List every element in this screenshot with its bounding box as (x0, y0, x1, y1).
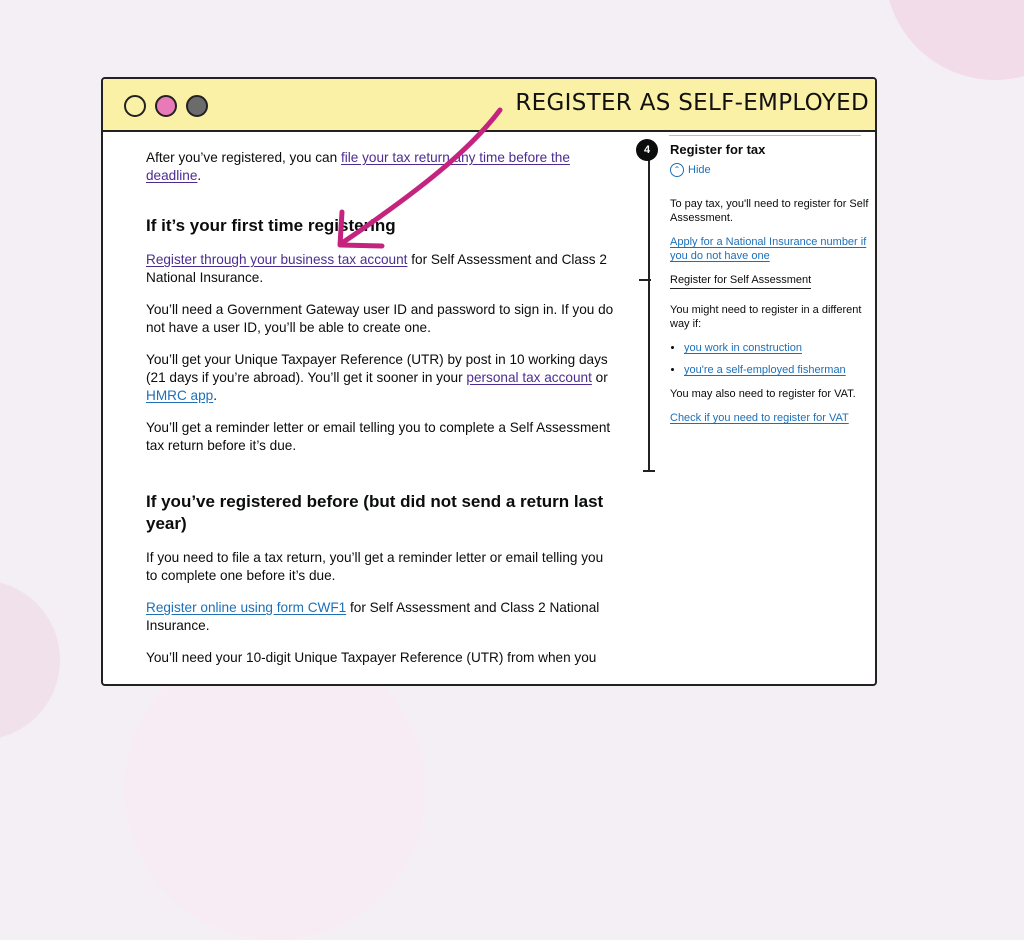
step-text: You might need to register in a different way if: (670, 304, 862, 330)
banner-title: REGISTER AS SELF-EMPLOYED (515, 90, 869, 116)
paragraph: If you need to file a tax return, you’ll get a reminder letter or email telling you to complete one before it’s due. (146, 550, 604, 583)
paragraph: After you’ve registered, you can file your tax return any time before the deadline. (146, 150, 570, 183)
form-cwf1-link[interactable]: Register online using form CWF1 (146, 600, 347, 615)
hide-label: Hide (688, 164, 711, 176)
chevron-up-icon: ⌃ (670, 163, 684, 177)
step-content (670, 143, 870, 435)
personal-tax-account-link[interactable]: personal tax account (466, 370, 592, 385)
business-tax-account-link[interactable]: Register through your business tax account (146, 252, 408, 267)
list-item (684, 363, 870, 377)
current-step-label: Register for Self Assessment (670, 273, 811, 289)
heading-registered-before: If you’ve registered before (but did not send a return last year) (146, 492, 604, 533)
paragraph: Register through your business tax account for Self Assessment and Class 2 National Insurance. (146, 252, 607, 285)
vat-link[interactable]: Check if you need to register for VAT (670, 412, 849, 424)
hmrc-app-link[interactable]: HMRC app (146, 388, 214, 403)
step-number-badge: 4 (636, 139, 658, 161)
background-blob (0, 580, 60, 740)
window-dot-pink (155, 95, 177, 117)
background-blob (885, 0, 1024, 80)
step-item-current (670, 273, 870, 289)
main-content (146, 149, 616, 681)
heading-first-time: If it’s your first time registering (146, 216, 396, 235)
browser-window (101, 77, 877, 686)
paragraph: You’ll get a reminder letter or email telling you to complete a Self Assessment tax return before it’s due. (146, 420, 611, 453)
window-dot-yellow (124, 95, 146, 117)
window-dot-grey (186, 95, 208, 117)
national-insurance-link[interactable]: Apply for a National Insurance number if you do not have one (670, 236, 867, 262)
step-item (670, 411, 870, 425)
step-item (670, 235, 870, 263)
divider (669, 135, 861, 136)
paragraph: You’ll need a Government Gateway user ID and password to sign in. If you do not have a user ID, you’ll be able to create one. (146, 302, 614, 335)
file-tax-return-link[interactable]: file your tax return any time before the deadline (146, 150, 570, 183)
paragraph: You’ll get your Unique Taxpayer Reference (UTR) by post in 10 working days (21 days if you’re abroad). You’ll get it sooner in your personal tax account or HMRC app. (146, 352, 608, 403)
list-item (684, 341, 870, 355)
step-title: Register for tax (670, 142, 766, 157)
step-line-end (643, 470, 655, 472)
step-line (648, 151, 650, 471)
fisherman-link[interactable]: you're a self-employed fisherman (684, 364, 846, 376)
alternative-list (670, 341, 870, 377)
paragraph: You’ll need your 10-digit Unique Taxpayer Reference (UTR) from when you (146, 650, 597, 665)
step-text: To pay tax, you'll need to register for Self Assessment. (670, 198, 869, 224)
construction-link[interactable]: you work in construction (684, 342, 802, 354)
paragraph: Register online using form CWF1 for Self Assessment and Class 2 National Insurance. (146, 600, 600, 633)
hide-toggle[interactable] (670, 163, 870, 177)
title-bar (103, 79, 875, 132)
step-tick (639, 279, 651, 281)
step-text: You may also need to register for VAT. (670, 388, 856, 400)
